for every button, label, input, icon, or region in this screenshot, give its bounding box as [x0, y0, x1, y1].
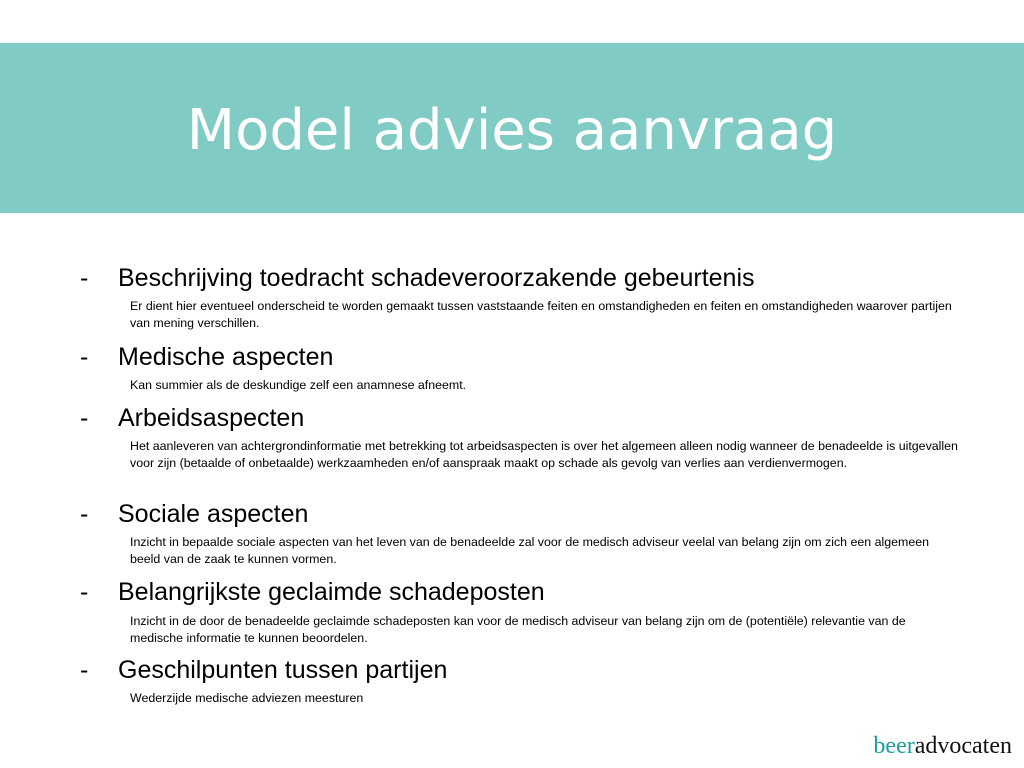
bullet-item-heading — [80, 655, 447, 685]
bullet-dash: - — [80, 343, 89, 371]
bullet-dash: - — [80, 500, 89, 528]
bullet-item-description: Inzicht in de door de benadeelde geclaimde schadeposten kan voor de medisch adviseur van belang zijn om de (potentiële) relevantie van de medische informatie te kunnen beoordelen. — [130, 614, 906, 645]
bullet-item-heading — [80, 403, 304, 433]
bullet-item-description: Wederzijde medische adviezen meesturen — [130, 691, 364, 705]
bullet-item-description: Er dient hier eventueel onderscheid te worden gemaakt tussen vaststaande feiten en omstandigheden en feiten en omstandigheden waarover partijen van mening verschillen. — [130, 299, 952, 330]
bullet-item-description: Het aanleveren van achtergrondinformatie met betrekking tot arbeidsaspecten is over het algemeen alleen nodig wanneer de benadeelde is uitgevallen voor zijn (betaalde of onbetaalde) werkzaamheden en/of aanspraak maakt op schade als gevolg van verlies aan verdienvermogen. — [130, 439, 958, 470]
bullet-heading-text: Beschrijving toedracht schadeveroorzakende gebeurtenis — [118, 264, 755, 292]
brand-logo-part-beer: beer — [873, 733, 915, 759]
bullet-item-heading — [80, 499, 308, 529]
bullet-item-description: Kan summier als de deskundige zelf een anamnese afneemt. — [130, 378, 467, 392]
bullet-item-description: Inzicht in bepaalde sociale aspecten van het leven van de benadeelde zal voor de medisch adviseur veelal van belang zijn om zich een algemeen beeld van de zaak te kunnen vormen. — [130, 535, 930, 566]
brand-logo-part-advocaten: advocaten — [914, 733, 1012, 759]
bullet-heading-text: Belangrijkste geclaimde schadeposten — [118, 578, 545, 606]
bullet-item-heading — [80, 577, 545, 607]
bullet-dash: - — [80, 656, 89, 684]
brand-logo — [873, 731, 1012, 761]
bullet-heading-text: Medische aspecten — [118, 343, 334, 371]
bullet-dash: - — [80, 578, 89, 606]
slide-title: Model advies aanvraag — [186, 98, 838, 163]
bullet-dash: - — [80, 404, 89, 432]
bullet-heading-text: Geschilpunten tussen partijen — [118, 656, 448, 684]
bullet-item-heading — [80, 263, 755, 293]
bullet-heading-text: Arbeidsaspecten — [118, 404, 305, 432]
bullet-heading-text: Sociale aspecten — [118, 500, 309, 528]
bullet-dash: - — [80, 264, 89, 292]
bullet-item-heading — [80, 342, 333, 372]
